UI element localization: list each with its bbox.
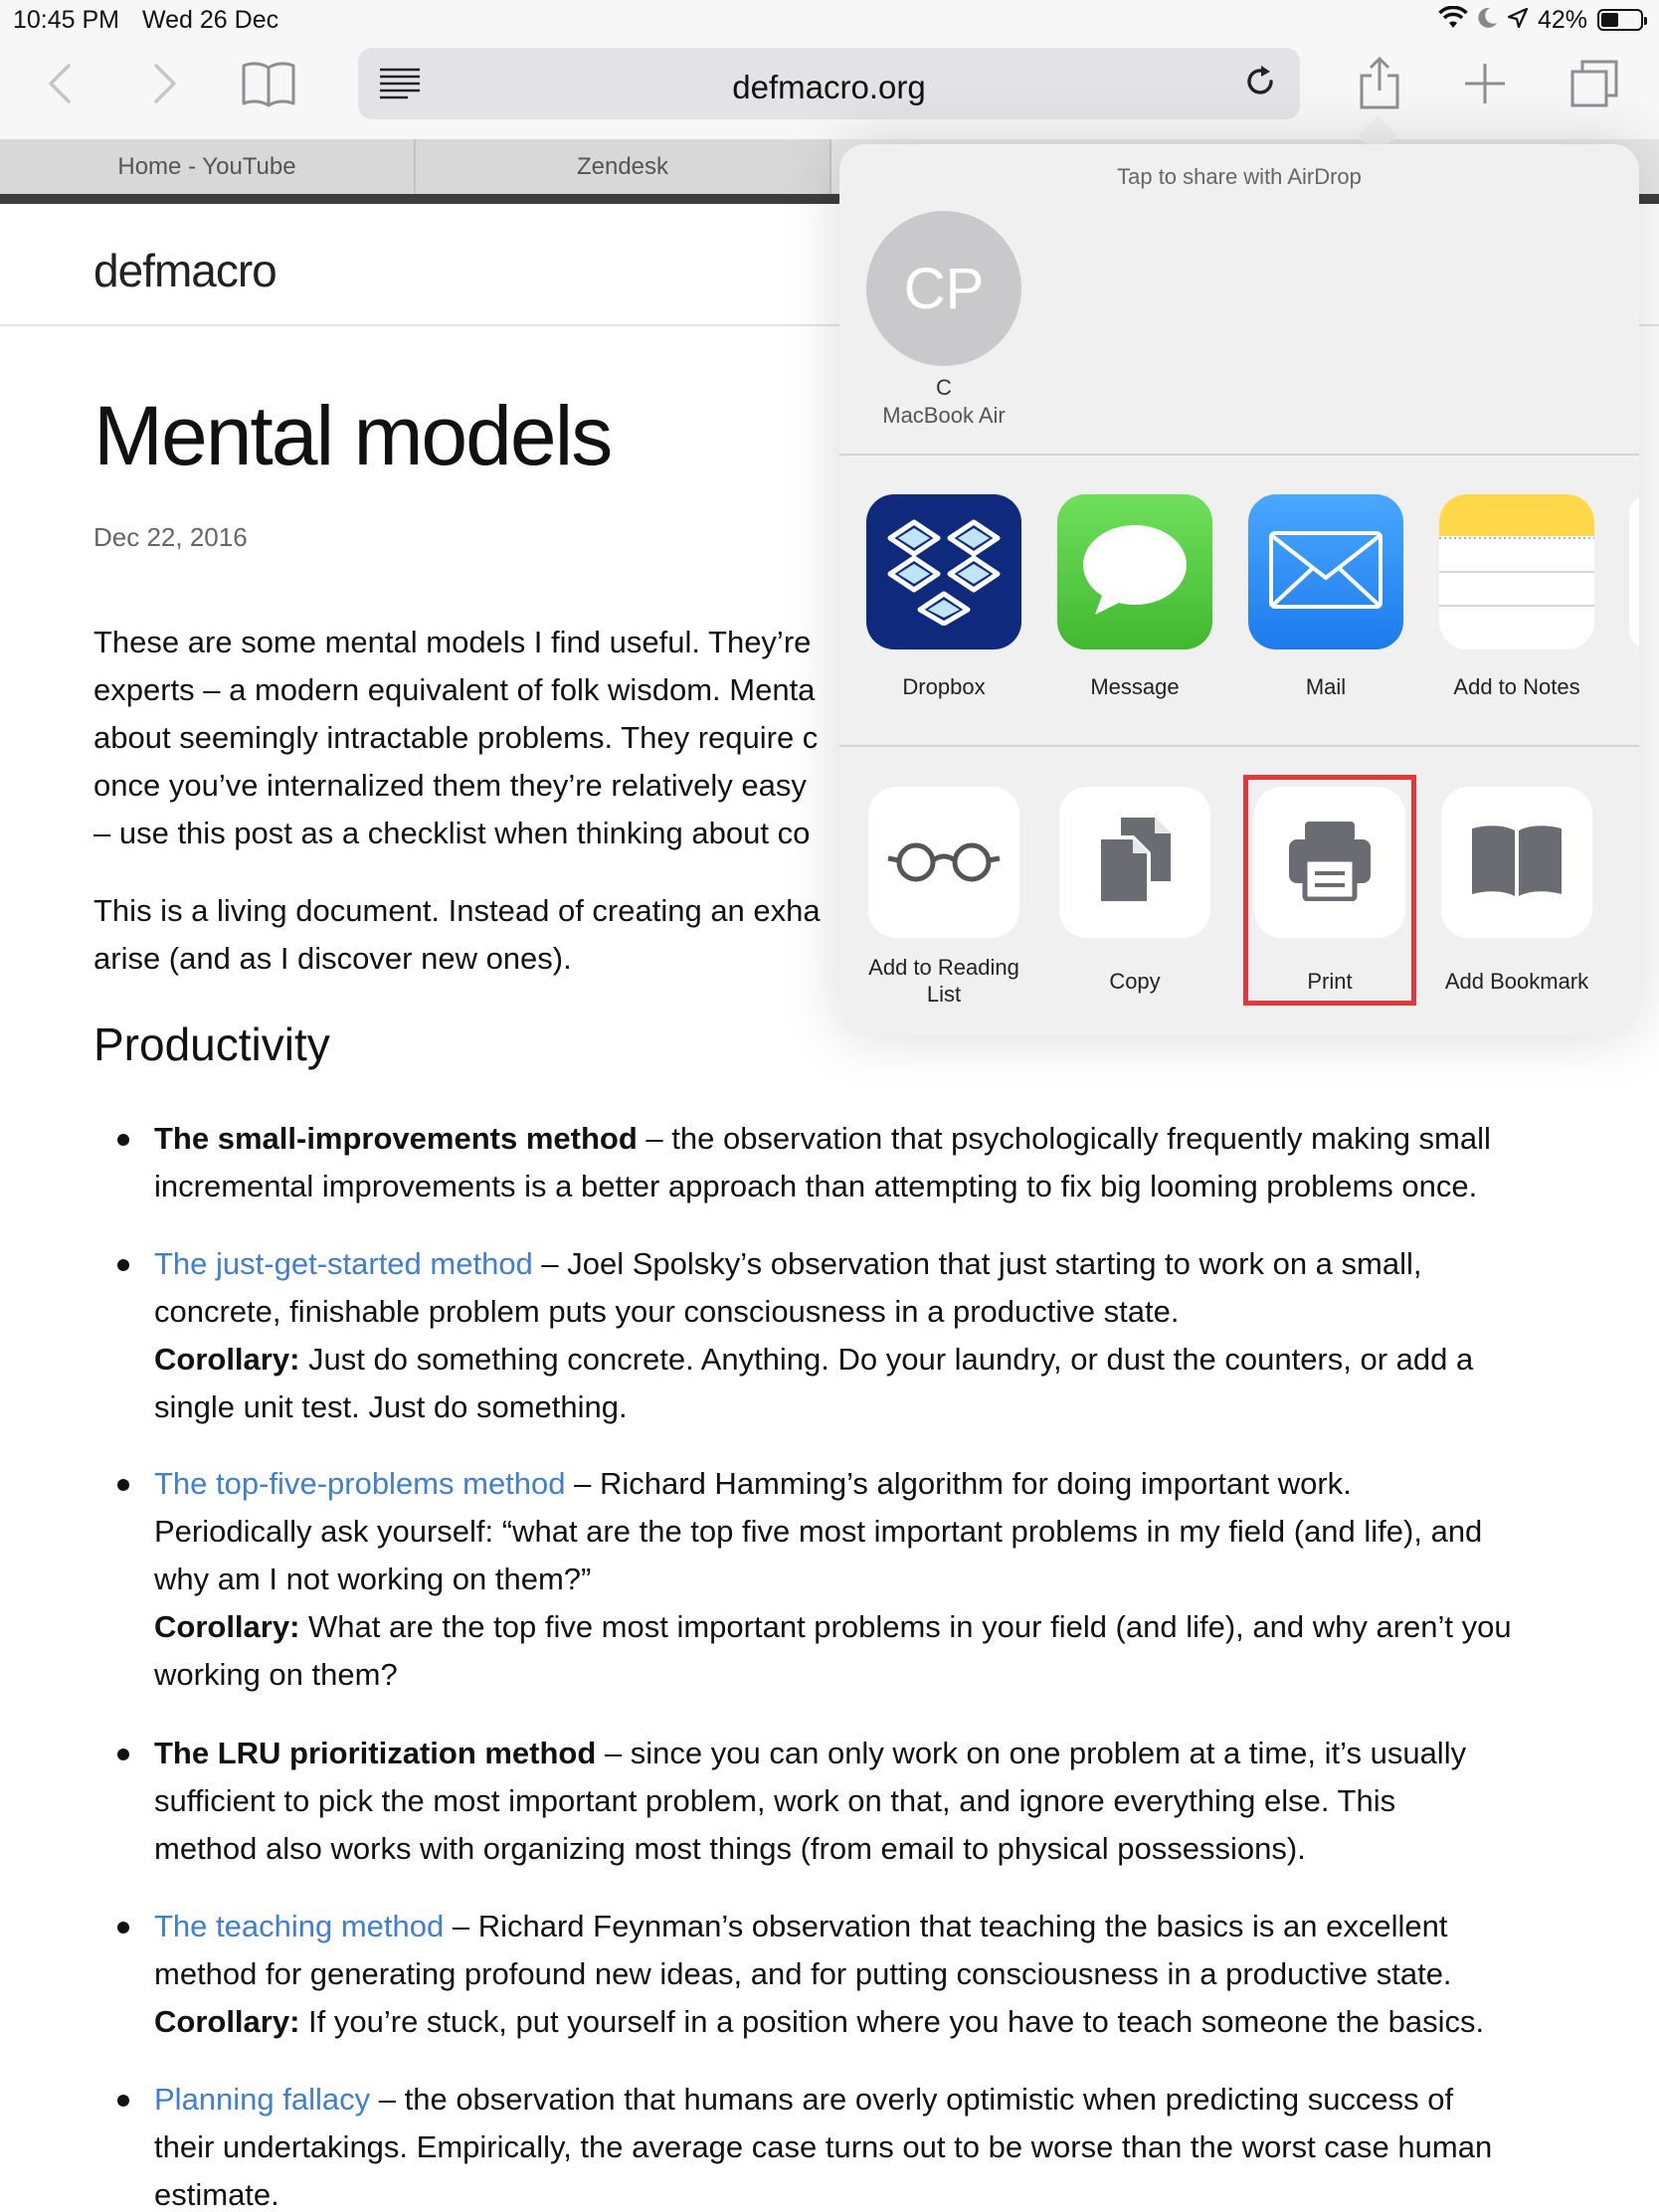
share-app-dropbox[interactable] xyxy=(866,494,1021,649)
item-text: Just do something concrete. Anything. Do your laundry, or dust the counters, or add a xyxy=(299,1342,1474,1377)
share-app-mail[interactable] xyxy=(1248,494,1403,649)
bullet-dot xyxy=(117,1749,129,1760)
back-button[interactable] xyxy=(28,54,92,117)
forward-chevron-icon xyxy=(150,62,180,110)
dropbox-icon xyxy=(882,514,1006,631)
share-app-label: Message xyxy=(1090,674,1180,699)
share-app-message[interactable] xyxy=(1057,494,1212,649)
status-time: 10:45 PM xyxy=(13,6,120,34)
paragraph-line: about seemingly intractable problems. They require c xyxy=(93,720,819,755)
item-text: – Richard Feynman’s observation that teaching the basics is an excellent xyxy=(444,1909,1448,1943)
action-label: Print xyxy=(1307,969,1353,994)
wifi-icon xyxy=(1438,6,1468,35)
item-text: their undertakings. Empirically, the average case turns out to be worse than the worst case human xyxy=(154,2129,1493,2164)
term-link[interactable]: The just-get-started method xyxy=(154,1246,533,1281)
item-text: Periodically ask yourself: “what are the top five most important problems in my field (and life), and xyxy=(154,1514,1483,1549)
item-text: What are the top five most important problems in your field (and life), and why aren’t you xyxy=(299,1609,1512,1644)
share-sheet-popover xyxy=(839,144,1639,1035)
new-tab-button[interactable] xyxy=(1453,54,1517,117)
list-item xyxy=(154,1115,1626,1210)
plus-icon xyxy=(1462,61,1508,111)
url-text: defmacro.org xyxy=(732,69,926,105)
item-text: – Richard Hamming’s algorithm for doing important work. xyxy=(565,1466,1352,1501)
sheet-divider xyxy=(839,454,1639,456)
share-icon xyxy=(1357,56,1402,116)
open-book-icon xyxy=(1470,823,1564,903)
copy-icon xyxy=(1097,816,1173,910)
action-add-to-reading-list[interactable] xyxy=(868,787,1019,938)
paragraph-line: These are some mental models I find useful. They’re xyxy=(93,625,812,659)
list-item xyxy=(154,1240,1626,1431)
item-text: incremental improvements is a better approach than attempting to fix big looming problems once. xyxy=(154,1169,1478,1203)
action-label: Add Bookmark xyxy=(1444,969,1589,994)
corollary-label: Corollary: xyxy=(154,1609,300,1644)
print-highlight-box xyxy=(1243,775,1416,1006)
bullet-dot xyxy=(117,2095,129,2107)
item-text: method also works with organizing most things (from email to physical possessions). xyxy=(154,1831,1306,1866)
share-app-label: Add to Notes xyxy=(1453,674,1580,699)
term-bold: The small-improvements method xyxy=(154,1121,638,1156)
share-app-more-peek[interactable] xyxy=(1629,494,1639,649)
item-text: single unit test. Just do something. xyxy=(154,1389,628,1424)
site-logo-text[interactable]: defmacro xyxy=(93,245,276,296)
item-text: – the observation that psychologically frequently making small xyxy=(637,1121,1491,1156)
item-text: sufficient to pick the most important problem, work on that, and ignore everything else. This xyxy=(154,1783,1396,1818)
back-chevron-icon xyxy=(45,62,75,110)
status-bar xyxy=(0,0,1659,40)
paragraph-line: experts – a modern equivalent of folk wisdom. Menta xyxy=(93,672,816,707)
battery-icon xyxy=(1597,9,1643,31)
term-link[interactable]: The teaching method xyxy=(154,1909,445,1943)
share-button[interactable] xyxy=(1348,54,1411,117)
corollary-label: Corollary: xyxy=(154,2004,300,2039)
message-icon xyxy=(1075,515,1195,630)
airdrop-contact-name: C xyxy=(936,375,952,400)
item-text: why am I not working on them?” xyxy=(154,1562,592,1596)
paragraph-line: – use this post as a checklist when thinking about co xyxy=(93,816,811,850)
airdrop-hint: Tap to share with AirDrop xyxy=(1117,164,1362,189)
tab-zendesk[interactable]: Zendesk xyxy=(416,139,831,194)
tabs-overview-button[interactable] xyxy=(1563,54,1626,117)
action-label xyxy=(848,954,1039,1008)
paragraph-line: once you’ve internalized them they’re relatively easy xyxy=(93,768,807,803)
airdrop-contact-avatar[interactable]: CP xyxy=(866,211,1021,366)
bookmarks-button[interactable] xyxy=(237,54,300,117)
mail-icon xyxy=(1268,530,1383,615)
item-text: concrete, finishable problem puts your consciousness in a productive state. xyxy=(154,1294,1180,1329)
item-text: – Joel Spolsky’s observation that just starting to work on a small, xyxy=(532,1246,1422,1281)
term-link[interactable]: Planning fallacy xyxy=(154,2082,371,2117)
moon-icon xyxy=(1478,7,1498,34)
paragraph-line: arise (and as I discover new ones). xyxy=(93,941,572,976)
battery-percent: 42% xyxy=(1537,5,1587,34)
list-item xyxy=(154,2076,1626,2212)
share-app-label: Mail xyxy=(1305,674,1347,699)
item-text: – since you can only work on one problem at a time, it’s usually xyxy=(596,1736,1467,1770)
reload-icon xyxy=(1242,64,1278,104)
forward-button[interactable] xyxy=(133,54,197,117)
paragraph-line: This is a living document. Instead of creating an exha xyxy=(93,893,821,928)
share-app-label: Dropbox xyxy=(902,674,986,699)
browser-toolbar xyxy=(0,40,1659,139)
tabs-icon xyxy=(1568,58,1620,114)
action-label: Copy xyxy=(1109,969,1161,994)
location-arrow-icon xyxy=(1508,8,1528,33)
page-title: Mental models xyxy=(93,389,612,482)
section-heading-productivity: Productivity xyxy=(93,1018,330,1070)
glasses-icon xyxy=(886,836,1002,889)
post-date: Dec 22, 2016 xyxy=(93,522,248,552)
list-item xyxy=(154,1460,1626,1699)
bookmarks-book-icon xyxy=(241,60,296,112)
notes-icon xyxy=(1439,637,1594,649)
reload-button[interactable] xyxy=(1234,58,1286,109)
list-item xyxy=(154,1730,1626,1873)
corollary-label: Corollary: xyxy=(154,1342,300,1377)
bullet-dot xyxy=(117,1922,129,1934)
bullet-dot xyxy=(117,1479,129,1491)
action-label-line: Add to Reading xyxy=(868,955,1019,980)
status-indicators xyxy=(1438,4,1643,36)
bullet-dot xyxy=(117,1134,129,1146)
item-text: method for generating profound new ideas, and for putting consciousness in a productive state. xyxy=(154,1956,1452,1991)
list-item xyxy=(154,1903,1626,2046)
airdrop-contact-device: MacBook Air xyxy=(882,403,1006,428)
term-bold: The LRU prioritization method xyxy=(154,1736,597,1770)
item-text: working on them? xyxy=(154,1657,398,1692)
action-copy[interactable] xyxy=(1059,787,1210,938)
address-bar[interactable] xyxy=(358,48,1300,119)
action-add-bookmark[interactable] xyxy=(1441,787,1592,938)
status-date: Wed 26 Dec xyxy=(142,6,279,34)
sheet-divider xyxy=(839,745,1639,747)
share-app-notes[interactable] xyxy=(1439,494,1594,649)
term-link[interactable]: The top-five-problems method xyxy=(154,1466,566,1501)
item-text: – the observation that humans are overly optimistic when predicting success of xyxy=(370,2082,1454,2117)
bullet-dot xyxy=(117,1259,129,1271)
item-text: If you’re stuck, put yourself in a position where you have to teach someone the basics. xyxy=(299,2004,1485,2039)
item-text: estimate. xyxy=(154,2177,279,2212)
action-label-line: List xyxy=(926,982,962,1007)
tab-home-youtube[interactable]: Home - YouTube xyxy=(0,139,416,194)
